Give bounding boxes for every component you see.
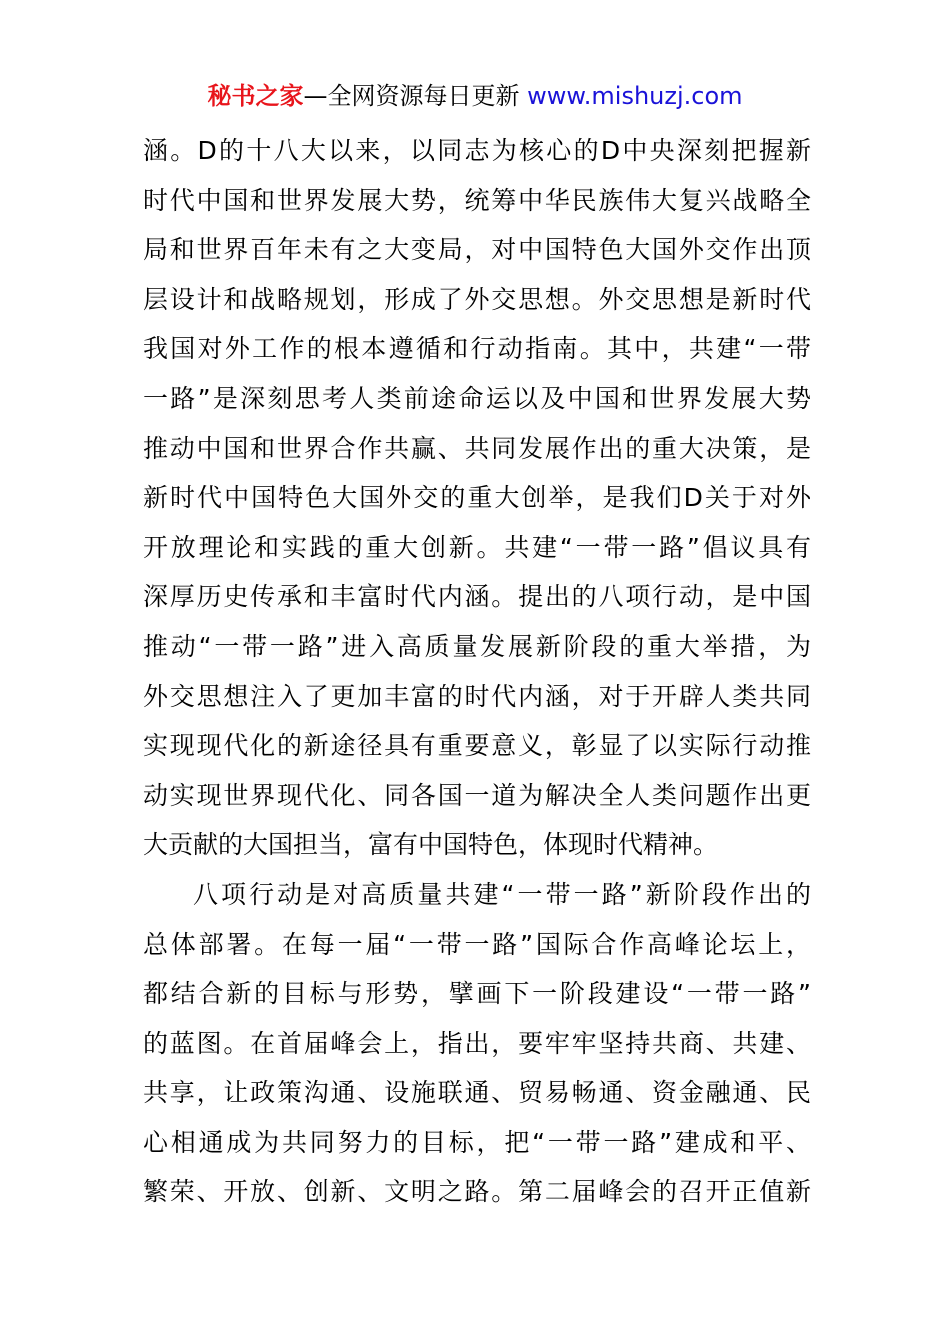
text-line: 的蓝图。在首届峰会上，指出，要牢牢坚持共商、共建、: [143, 1028, 811, 1058]
text-line: 局和世界百年未有之大变局，对中国特色大国外交作出顶: [143, 235, 811, 265]
text-line: 繁荣、开放、创新、文明之路。第二届峰会的召开正值新: [143, 1177, 811, 1207]
site-slogan: —全网资源每日更新: [303, 82, 520, 110]
site-url-link[interactable]: www.mishuzj.com: [527, 82, 743, 110]
text-line: 推动“一带一路”进入高质量发展新阶段的重大举措，为: [143, 631, 811, 661]
text-line: 涵。D的十八大以来，以同志为核心的D中央深刻把握新: [143, 136, 811, 165]
text-line: 外交思想注入了更加丰富的时代内涵，对于开辟人类共同: [143, 681, 811, 711]
text-line: 时代中国和世界发展大势，统筹中华民族伟大复兴战略全: [143, 185, 811, 215]
site-header: [0, 80, 950, 112]
text-line: 动实现世界现代化、同各国一道为解决全人类问题作出更: [143, 780, 811, 810]
site-name: 秘书之家: [207, 82, 304, 110]
text-line: 一路”是深刻思考人类前途命运以及中国和世界发展大势: [143, 383, 811, 413]
text-line: 心相通成为共同努力的目标，把“一带一路”建成和平、: [143, 1127, 811, 1157]
text-line: 总体部署。在每一届“一带一路”国际合作高峰论坛上，: [143, 929, 811, 959]
text-line-paragraph-end: 大贡献的大国担当，富有中国特色，体现时代精神。: [143, 830, 719, 860]
text-line: 推动中国和世界合作共赢、共同发展作出的重大决策，是: [143, 433, 811, 463]
text-line: 深厚历史传承和丰富时代内涵。提出的八项行动，是中国: [143, 582, 811, 612]
text-line: 都结合新的目标与形势，擘画下一阶段建设“一带一路”: [143, 979, 811, 1009]
text-line: 我国对外工作的根本遵循和行动指南。其中，共建“一带: [143, 334, 811, 364]
text-line: 开放理论和实践的重大创新。共建“一带一路”倡议具有: [143, 532, 811, 562]
text-line-paragraph-start: 八项行动是对高质量共建“一带一路”新阶段作出的: [193, 879, 811, 909]
document-body: [143, 126, 811, 1217]
text-line: 新时代中国特色大国外交的重大创举，是我们D关于对外: [143, 483, 811, 513]
text-line: 实现现代化的新途径具有重要意义，彰显了以实际行动推: [143, 731, 811, 761]
text-line: 层设计和战略规划，形成了外交思想。外交思想是新时代: [143, 284, 811, 314]
text-line: 共享，让政策沟通、设施联通、贸易畅通、资金融通、民: [143, 1078, 811, 1108]
